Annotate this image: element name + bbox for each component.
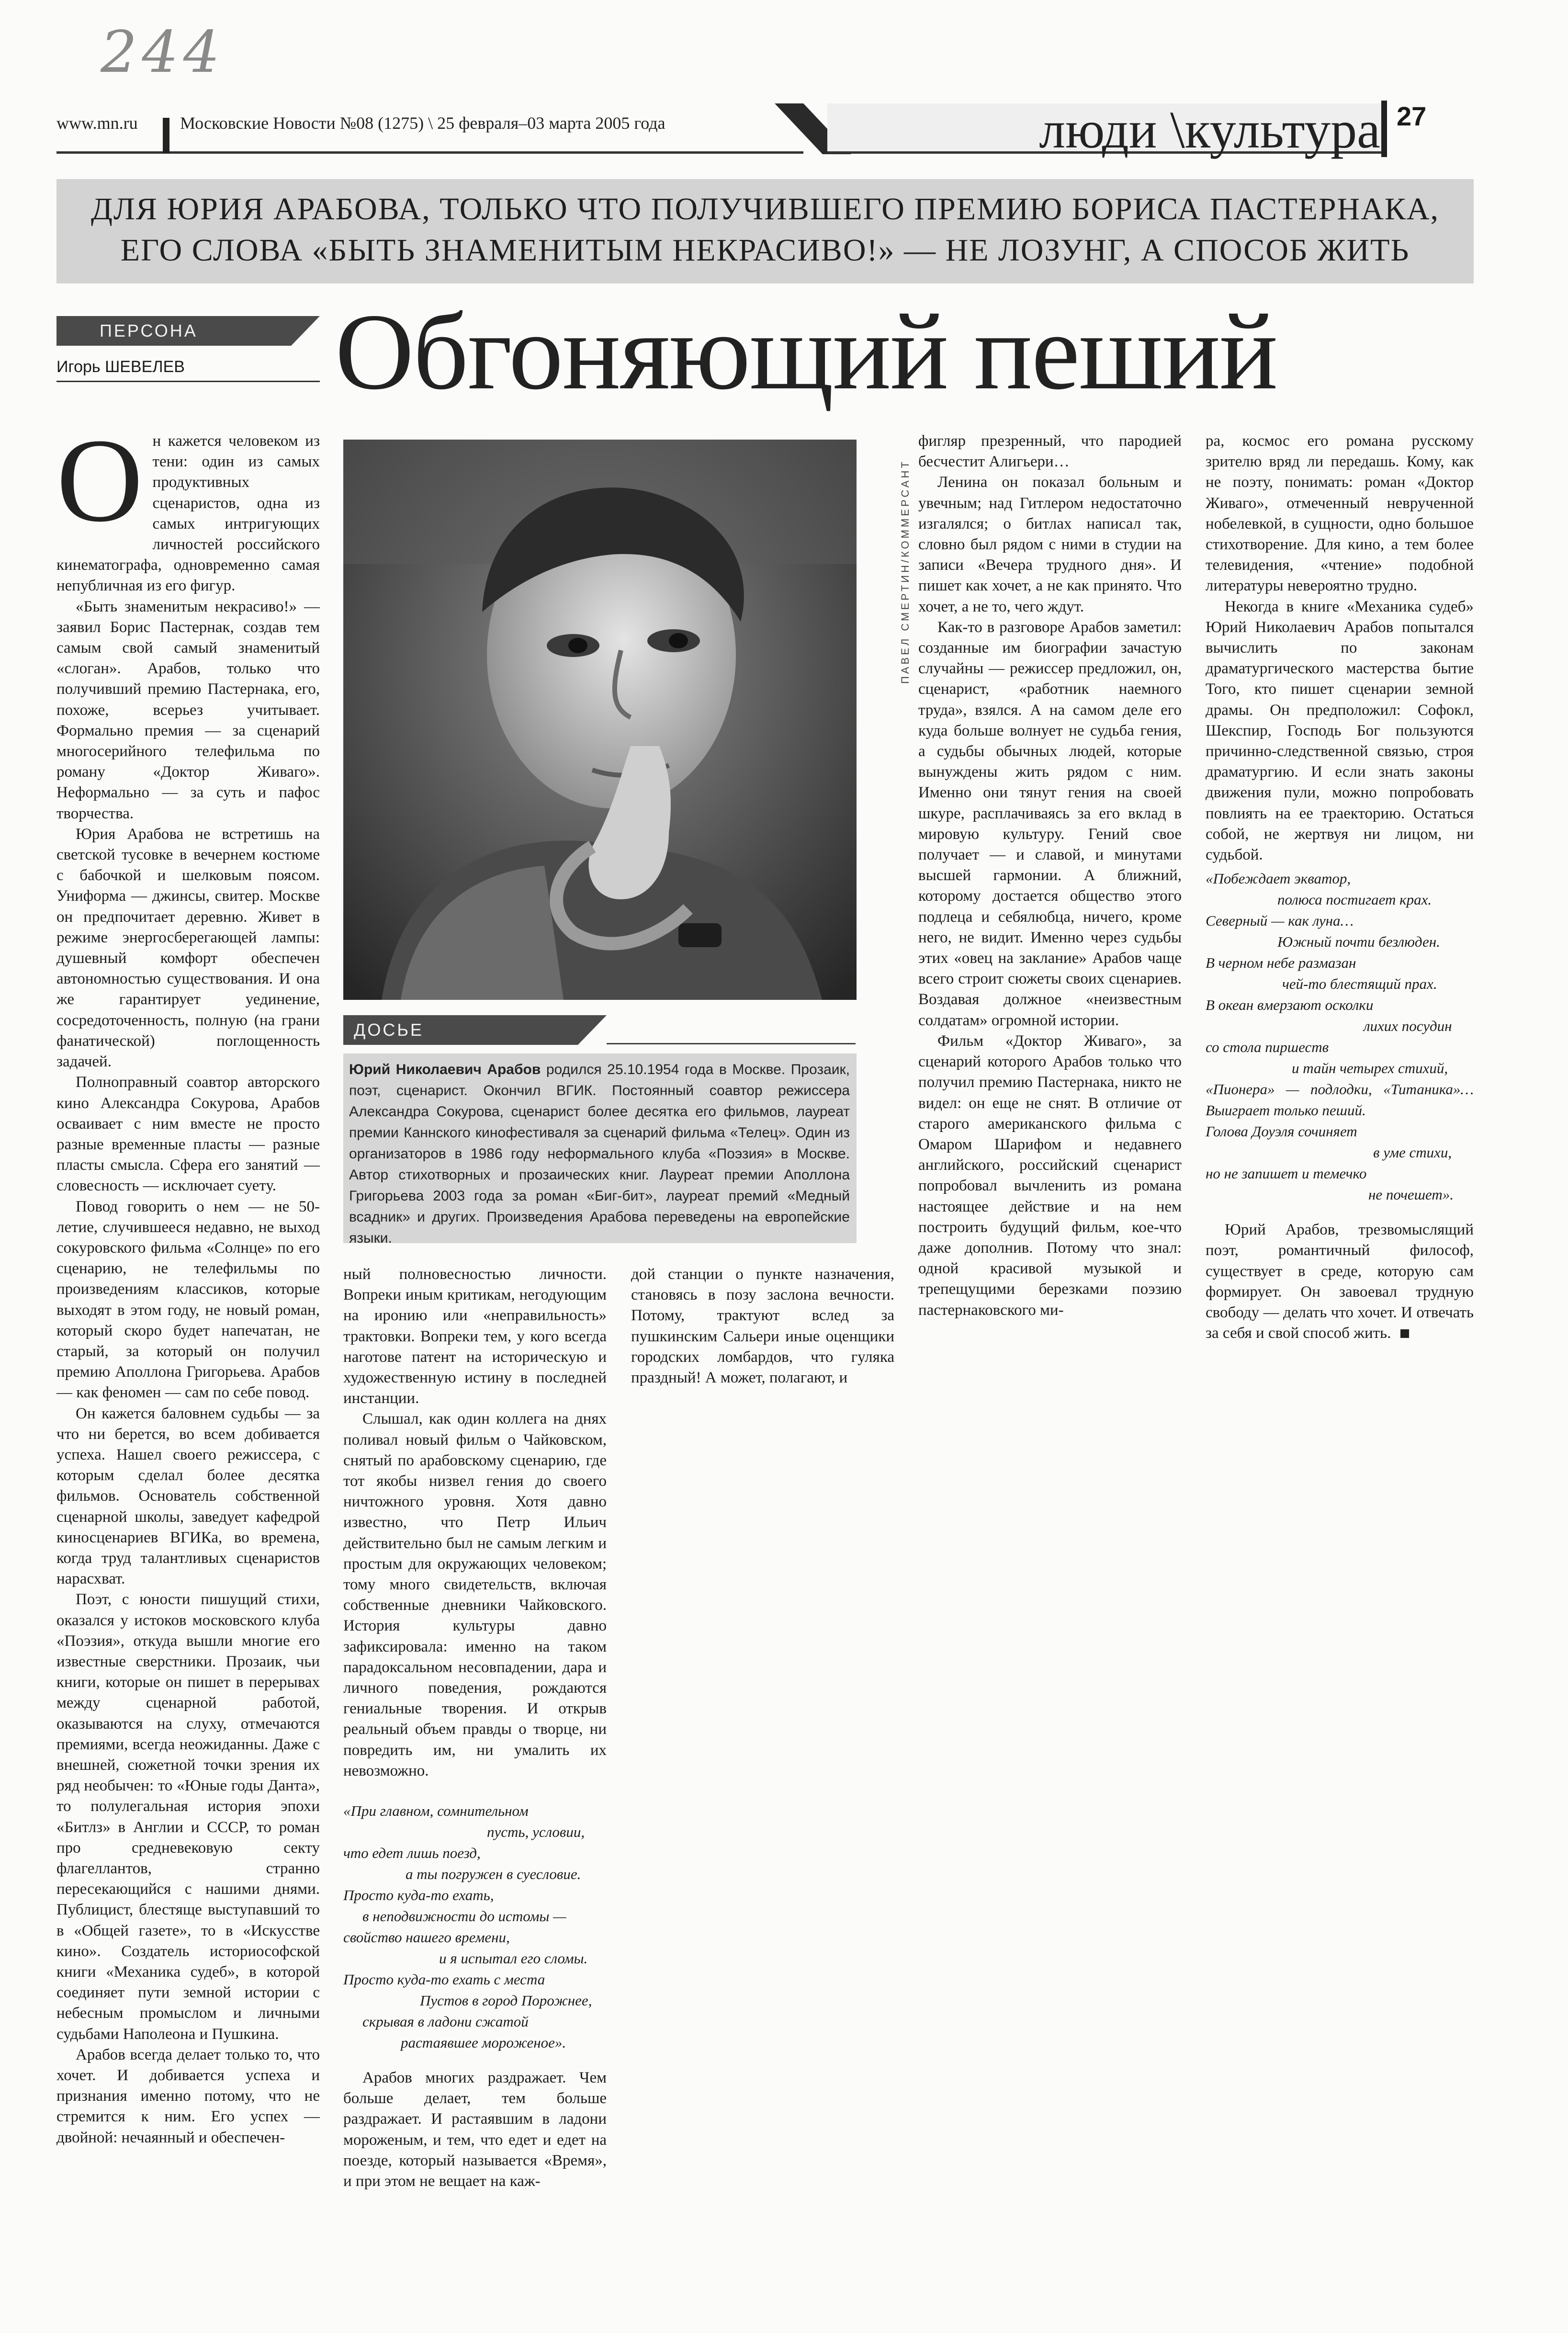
verse-line: Просто куда-то ехать с места [343, 1971, 545, 1988]
verse-line: полюса постигает крах. [1277, 891, 1432, 908]
portrait-photo [343, 440, 857, 1000]
portrait-illustration [343, 440, 857, 1000]
verse-line: в неподвижности до истомы — [362, 1908, 566, 1925]
section-name-people: люди [1039, 101, 1157, 159]
article-column-3 [631, 1264, 894, 1389]
end-of-article-mark [1400, 1329, 1409, 1338]
masthead-issue-line [56, 103, 803, 154]
article-column-4 [918, 431, 1182, 1393]
verse-line: лихих посудин [1364, 1018, 1452, 1035]
deck-line-1: ДЛЯ ЮРИЯ АРАБОВА, ТОЛЬКО ЧТО ПОЛУЧИВШЕГО ПРЕМИЮ БОРИСА ПАСТЕРНАКА, [90, 192, 1440, 227]
dossier-name: Юрий Николаевич Арабов [349, 1062, 541, 1077]
issue-info: Московские Новости №08 (1275) \ 25 февраля–03 марта 2005 года [180, 113, 666, 133]
handwritten-page-number: 244 [101, 19, 225, 86]
masthead [56, 100, 1474, 160]
paragraph: н кажется человеком из тени: один из самых продуктивных сценаристов, одна из самых интригующих личностей российского кинематографа, одновременно самая непубличная из его фигур. [56, 432, 320, 595]
paragraph: ра, космос его романа русскому зрителю вряд ли передашь. Кому, как не поэту, понимать: роман «Доктор Живаго», отмеченный неврученной нобелевкой, в сущности, одно большое стихотворение. Для кино, а тем более телевидения, «чтение» подобной литературы невероятно трудно. [1206, 432, 1474, 595]
verse-line: а ты погружен в суесловие. [406, 1866, 581, 1883]
verse-line: В черном небе размазан [1206, 954, 1356, 972]
paragraph: фигляр презренный, что пародией бесчестит Алигьери… [918, 432, 1182, 471]
page-number-box [1381, 101, 1459, 157]
verse-line: «При главном, сомнительном [343, 1802, 529, 1820]
article-column-1 [56, 414, 320, 2241]
drop-cap: О [56, 414, 143, 547]
verse-line: и тайн четырех стихий, [1292, 1060, 1448, 1077]
verse-line: Просто куда-то ехать, [343, 1887, 494, 1904]
paragraph: Полноправный соавтор авторского кино Александра Сокурова, Арабов осваивает с ним вместе не просто разные временные пласты — разные пласты смысла. Сфера его занятий — словесность — исключает суету. [56, 1074, 320, 1195]
verse-line: со стола пиршеств [1206, 1039, 1329, 1056]
paragraph: Юрия Арабова не встретишь на светской тусовке в вечернем костюме с бабочкой и шелковым поясом. Униформа — джинсы, свитер. Москве он предпочитает деревню. Живет в режиме энергосберегающей лампы: душевный комфорт обеспечен автономностью существования. И она же гарантирует уединение, сосредоточенность, полную (на грани фанатической) поглощенность задачей. [56, 825, 320, 1071]
paragraph: Повод говорить о нем — не 50-летие, случившееся недавно, не выход сокуровского фильма «Солнце» по его сценарию, не телефильмы по произведениям классиков, которые выходят в этом году, не новый роман, который скоро будет напечатан, не старый, за который он получил премию Аполлона Григорьева. Арабов — как феномен — сам по себе повод. [56, 1198, 320, 1402]
dossier-text: родился 25.10.1954 года в Москве. Прозаик, поэт, сценарист. Окончил ВГИК. Постоянный соавтор режиссера Александра Сокурова, сценарист более десятка его фильмов, лауреат премии Каннского кинофестиваля за сценарий фильма «Телец». Один из организаторов в 1986 году неформального клуба «Поэзия» в Москве. Автор стихотворных и прозаических книг. Лауреат премии Аполлона Григорьева 2003 года за роман «Биг-бит», лауреат премий «Медный всадник» и других. Произведения Арабова переведены на европейские языки. [349, 1062, 850, 1246]
verse-line: скрывая в ладони сжатой [362, 2013, 529, 2030]
paragraph: Слышал, как один коллега на днях поливал новый фильм о Чайковском, снятый по арабовскому сценарию, где тот якобы низвел гения до своего ничтожного уровня. Хотя давно известно, что Петр Ильич действительно был не самым легким и простым для окружающих человеком; тому много свидетельств, включая собственные дневники Чайковского. История культуры давно зафиксировала: именно на таком парадоксальном несовпадении, дара и личного поведения, рождаются гениальные творения. И открыв реальный объем правды о творце, ни повредить им, ни умалить их невозможно. [343, 1410, 607, 1779]
poem-excerpt-2 [1206, 868, 1474, 1205]
paragraph: Фильм «Доктор Живаго», за сценарий которого Арабов только что получил премию Пастернака, никто не видел: он еще не снят. В отличие от старого американского фильма с Омаром Шарифом и недавнего английского, российский сценарист попробовал вычленить из романа настоящее действие и на нем построить будущий фильм, кое-что даже дополнив. Потому что знал: одной красивой музыкой и трепещущими березками поэзию пастернаковского ми- [918, 1032, 1182, 1319]
verse-line: чей-то блестящий прах. [1282, 975, 1437, 993]
verse-line: «Побеждает экватор, [1206, 870, 1351, 887]
verse-line: в уме стихи, [1373, 1144, 1452, 1161]
site-url: www.mn.ru [56, 113, 138, 133]
section-title [1039, 101, 1380, 159]
page-number: 27 [1397, 101, 1427, 131]
paragraph: Арабов всегда делает только то, что хочет. И добивается успеха и признания именно потому, что не стремится к ним. Его успех — двойной: нечаянный и обеспечен- [56, 2046, 320, 2146]
paragraph: Поэт, с юности пишущий стихи, оказался у истоков московского клуба «Поэзия», откуда вышли многие его известные сверстники. Прозаик, чьи книги, которые он пишет в перерывах между сценарной работой, оказываются на слуху, отмечаются премиями, всегда неожиданны. Даже с внешней, сюжетной точки зрения их ряд необычен: то «Юные годы Данта», то полулегальная история эпохи «Битлз» в Англии и СССР, то роман про средневековую секту флагеллантов, странно пересекающийся с нашими днями. Публицист, блестяще выступавший то в «Общей газете», то в «Искусстве кино». Создатель историософской книги «Механика судеб», в которой соединяет пути земной истории с небесным промыслом и личными судьбами Наполеона и Пушкина. [56, 1591, 320, 2043]
section-name-culture: \культура [1170, 101, 1380, 159]
verse-line: Пустов в город Порожнее, [420, 1992, 592, 2009]
dossier-box [343, 1053, 857, 1246]
paragraph: ный полновесностью личности. Вопреки иным критикам, негодующим на иронию или «неправильность» трактовки. Вопреки тем, у кого всегда наготове патент на историческую и художественную истину в последней инстанции. [343, 1266, 607, 1407]
deck-line-2: ЕГО СЛОВА «БЫТЬ ЗНАМЕНИТЫМ НЕКРАСИВО!» — НЕ ЛОЗУНГ, А СПОСОБ ЖИТЬ [120, 233, 1410, 268]
verse-line: и я испытал его сломы. [439, 1950, 588, 1967]
rubric-label [56, 316, 320, 346]
paragraph: дой станции о пункте назначения, становясь в позу заслонa вечности. Потому, трактуют вслед за пушкинским Сальери иные оценщики городских ломбардов, что гуляка праздный! А может, полагают, и [631, 1266, 894, 1387]
dossier-label-text: ДОСЬЕ [354, 1020, 424, 1040]
article-column-5 [1206, 431, 1474, 1393]
verse-line: растаявшее мороженое». [401, 2034, 566, 2051]
masthead-separator [163, 118, 169, 153]
verse-line: что едет лишь поезд, [343, 1845, 481, 1862]
paragraph: Некогда в книге «Механика судеб» Юрий Николаевич Арабов попытался вычислить по законам драматургического мастерства бытие Того, кто пишет сценарии земной драмы. Он предположил: Софокл, Шекспир, Господь Бог пользуются причинно-следственной связью, строя драматургию. И если знать законы движения пули, можно попробовать повлиять на ее траекторию. Остаться собой, не жертвуя ни лицом, ни судьбой. [1206, 598, 1474, 864]
verse-line: Голова Доуэля сочиняет [1206, 1123, 1357, 1140]
paragraph: Он кажется баловнем судьбы — за что ни берется, во всем добивается успеха. Нашел своего режиссера, с которым сделал более десятка фильмов. Основатель собственной сценарной школы, заведует кафедрой киносценариев ВГИКа, во времена, когда труд талантливых сценаристов нарасхват. [56, 1404, 320, 1588]
poem-excerpt-1 [343, 1801, 607, 2053]
author-name: Игорь ШЕВЕЛЕВ [56, 358, 185, 376]
verse-line: но не запишет и темечко [1206, 1165, 1367, 1182]
verse-line: не почешет». [1368, 1186, 1454, 1203]
verse-line: Северный — как луна… [1206, 912, 1354, 929]
rubric-text: ПЕРСОНА [100, 321, 198, 340]
paragraph: Арабов многих раздражает. Чем больше делает, тем больше раздражает. И растаявшим в ладони мороженым, и тем, что едет и едет на поезде, который называется «Время», и при этом не вещает на каж- [343, 2069, 607, 2190]
paragraph: «Быть знаменитым некрасиво!» — заявил Борис Пастернак, создав тем самым свой самый знаменитый «слоган». Арабов, только что получивший премию Пастернака, его, похоже, всерьез учитывает. Формально премия — за сценарий многосерийного телефильма по роману «Доктор Живаго». Неформально — за суть и пафос творчества. [56, 598, 320, 822]
author-byline [56, 352, 320, 382]
deck-banner [56, 179, 1474, 283]
verse-line: свойство нашего времени, [343, 1929, 510, 1946]
section-header [827, 101, 1457, 159]
verse-line: «Пионера» — подлодки, «Титаника»… Выиграет только пеший. [1206, 1081, 1474, 1119]
dossier-rule [607, 1043, 856, 1044]
article-column-2 [343, 1264, 607, 2236]
photo-credit-text: ПАВЕЛ СМЕРТИН/КОММЕРСАНТ [899, 459, 911, 684]
dossier-label [343, 1015, 607, 1045]
verse-line: пусть, условии, [487, 1823, 585, 1841]
paragraph: Как-то в разговоре Арабов заметил: созданные им биографии зачастую случайны — режиссер предложил, он, сценарист, «работник наемного труда», взялся. А на самом деле его куда больше волнует не судьба гения, а судьбы обычных людей, которые вынуждены жить рядом с ним. Именно они тянут гения на своей шкуре, расплачиваясь за его вклад в мировую культуру. Гений свое получает — и славой, и минутами высшей гармонии. А ближний, которому достается общество этого подлеца и себялюбца, ничего, кроме него, не видит. Именно через судьбы этих «овец на заклание» Арабов чаще всего строит сюжеты своих сценариев. Воздавая должное «неизвестным солдатам» огромной истории. [918, 618, 1182, 1029]
paragraph: Ленина он показал больным и увечным; над Гитлером недостаточно изгалялся; о битлах написал так, словно был рядом с ними в студии на записи «Вечера трудного дня». И пишет как хочет, а не как принято. Что хочет, а не то, чего ждут. [918, 474, 1182, 615]
headline: Обгоняющий пеший [335, 292, 1277, 412]
verse-line: В океан вмерзают осколки [1206, 997, 1374, 1014]
paragraph: Юрий Арабов, трезвомыслящий поэт, романтичный философ, существует в среде, которую сам формирует. Он завоевал трудную свободу — делать что хочет. И отвечать за себя и свой способ жить. [1206, 1221, 1474, 1342]
verse-line: Южный почти безлюден. [1277, 933, 1440, 951]
